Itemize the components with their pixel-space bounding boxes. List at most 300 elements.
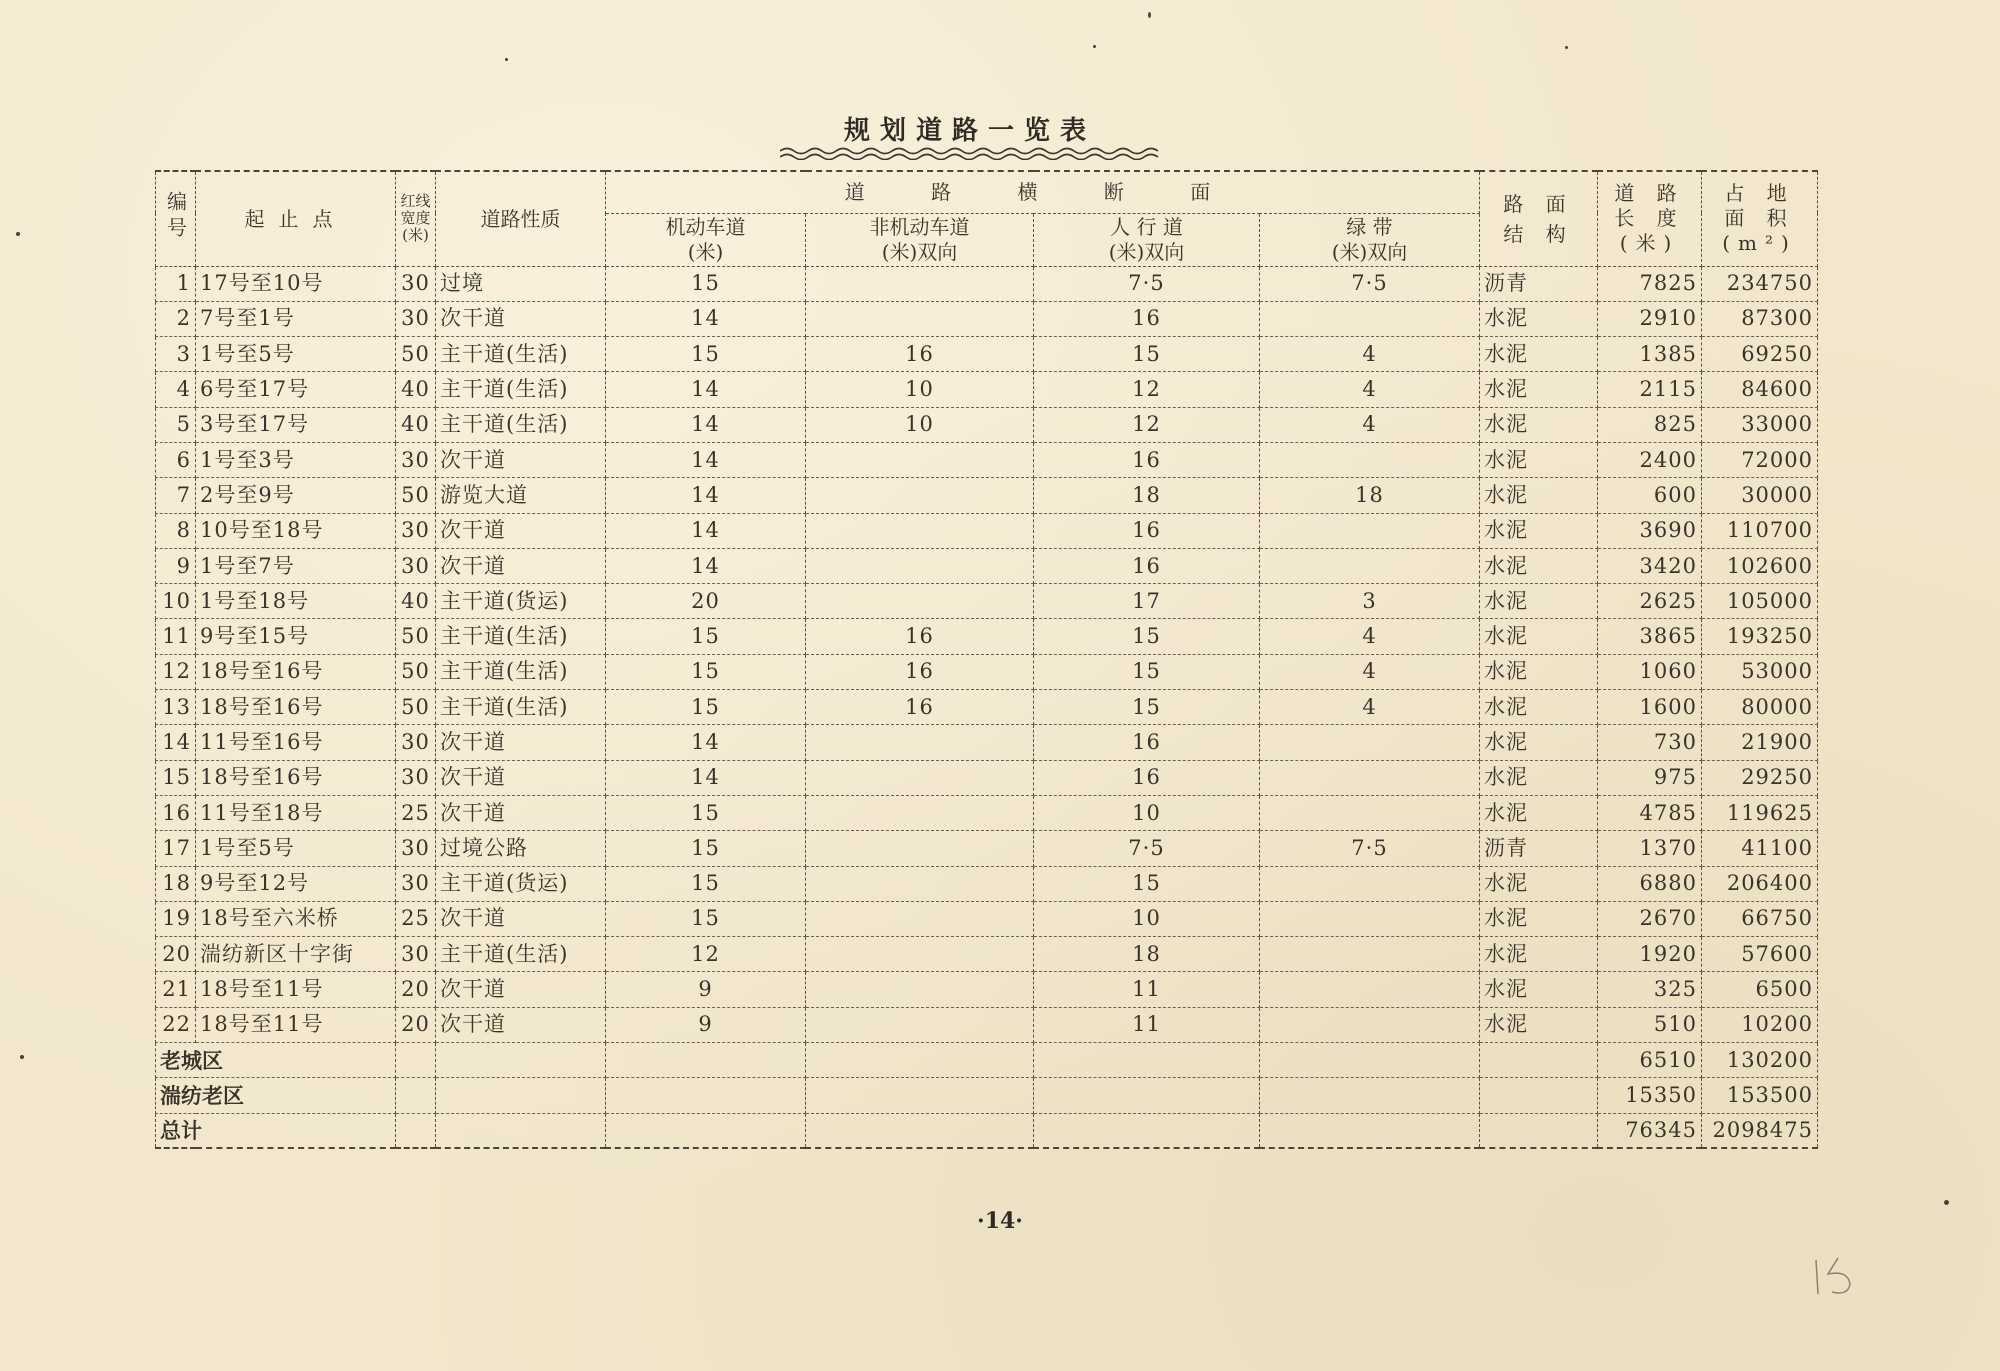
cell-route: 3号至17号 [196, 407, 396, 442]
cell-green-belt [1260, 442, 1480, 477]
empty-cell [1034, 1113, 1260, 1148]
cell-nonmotor-lane [806, 795, 1034, 830]
cell-no: 20 [156, 937, 196, 972]
cell-red-line-width: 30 [396, 760, 436, 795]
cell-no: 4 [156, 372, 196, 407]
empty-cell [1034, 1043, 1260, 1078]
header-nonmotor-lane: 非机动车道 (米)双向 [806, 213, 1034, 266]
cell-motor-lane: 14 [606, 478, 806, 513]
cell-motor-lane: 14 [606, 301, 806, 336]
cell-area: 119625 [1702, 795, 1818, 830]
cell-red-line-width: 40 [396, 407, 436, 442]
cell-area: 87300 [1702, 301, 1818, 336]
table-row [156, 972, 1818, 1007]
cell-area: 234750 [1702, 266, 1818, 301]
cell-sidewalk: 12 [1034, 407, 1260, 442]
table-row [156, 901, 1818, 936]
cell-road-nature: 次干道 [436, 725, 606, 760]
cell-motor-lane: 15 [606, 795, 806, 830]
table-row [156, 831, 1818, 866]
cell-surface: 水泥 [1480, 760, 1598, 795]
cell-red-line-width: 30 [396, 866, 436, 901]
cell-motor-lane: 20 [606, 584, 806, 619]
cell-length: 1385 [1598, 337, 1702, 372]
cell-area: 80000 [1702, 690, 1818, 725]
table-row [156, 866, 1818, 901]
cell-surface: 沥青 [1480, 831, 1598, 866]
empty-cell [396, 1078, 436, 1113]
header-start-end: 起止点 [196, 171, 396, 266]
cell-route: 17号至10号 [196, 266, 396, 301]
cell-green-belt [1260, 901, 1480, 936]
cell-length: 2910 [1598, 301, 1702, 336]
cell-length: 3865 [1598, 619, 1702, 654]
cell-road-nature: 主干道(生活) [436, 654, 606, 689]
cell-nonmotor-lane: 16 [806, 619, 1034, 654]
cell-sidewalk: 12 [1034, 372, 1260, 407]
cell-road-nature: 次干道 [436, 760, 606, 795]
cell-no: 7 [156, 478, 196, 513]
cell-length: 7825 [1598, 266, 1702, 301]
cell-area: 69250 [1702, 337, 1818, 372]
cell-red-line-width: 50 [396, 337, 436, 372]
cell-green-belt [1260, 795, 1480, 830]
cell-motor-lane: 14 [606, 548, 806, 583]
cell-length: 2625 [1598, 584, 1702, 619]
empty-cell [1260, 1113, 1480, 1148]
table-row [156, 513, 1818, 548]
table-row [156, 337, 1818, 372]
cell-route: 18号至16号 [196, 690, 396, 725]
table-row [156, 937, 1818, 972]
cell-motor-lane: 15 [606, 690, 806, 725]
cell-road-nature: 主干道(货运) [436, 584, 606, 619]
cell-area: 193250 [1702, 619, 1818, 654]
cell-motor-lane: 15 [606, 619, 806, 654]
cell-green-belt: 4 [1260, 337, 1480, 372]
cell-route: 18号至16号 [196, 760, 396, 795]
cell-green-belt: 7·5 [1260, 831, 1480, 866]
cell-nonmotor-lane [806, 301, 1034, 336]
cell-surface: 水泥 [1480, 372, 1598, 407]
cell-sidewalk: 15 [1034, 690, 1260, 725]
cell-area: 84600 [1702, 372, 1818, 407]
summary-row [156, 1078, 1818, 1113]
header-motor-lane: 机动车道 (米) [606, 213, 806, 266]
summary-area: 153500 [1702, 1078, 1818, 1113]
cell-sidewalk: 16 [1034, 760, 1260, 795]
table-row [156, 795, 1818, 830]
table-row [156, 548, 1818, 583]
cell-surface: 水泥 [1480, 548, 1598, 583]
empty-cell [1260, 1043, 1480, 1078]
cell-no: 11 [156, 619, 196, 654]
cell-surface: 水泥 [1480, 690, 1598, 725]
table-row [156, 442, 1818, 477]
header-length: 道 路 长 度 (米) [1598, 171, 1702, 266]
summary-length: 6510 [1598, 1043, 1702, 1078]
cell-sidewalk: 15 [1034, 337, 1260, 372]
cell-route: 18号至16号 [196, 654, 396, 689]
cell-surface: 水泥 [1480, 478, 1598, 513]
cell-road-nature: 主干道(货运) [436, 866, 606, 901]
cell-green-belt [1260, 301, 1480, 336]
cell-route: 1号至18号 [196, 584, 396, 619]
cell-motor-lane: 14 [606, 725, 806, 760]
cell-motor-lane: 15 [606, 866, 806, 901]
ink-speck [505, 58, 508, 61]
cell-route: 1号至5号 [196, 337, 396, 372]
cell-surface: 水泥 [1480, 442, 1598, 477]
cell-length: 1600 [1598, 690, 1702, 725]
cell-sidewalk: 16 [1034, 513, 1260, 548]
cell-route: 7号至1号 [196, 301, 396, 336]
cell-nonmotor-lane [806, 513, 1034, 548]
cell-nonmotor-lane: 10 [806, 407, 1034, 442]
cell-red-line-width: 30 [396, 513, 436, 548]
cell-area: 6500 [1702, 972, 1818, 1007]
cell-road-nature: 主干道(生活) [436, 619, 606, 654]
cell-red-line-width: 30 [396, 442, 436, 477]
summary-label: 湍纺老区 [156, 1078, 396, 1113]
cell-red-line-width: 30 [396, 937, 436, 972]
cell-red-line-width: 40 [396, 584, 436, 619]
cell-no: 18 [156, 866, 196, 901]
cell-nonmotor-lane [806, 478, 1034, 513]
roads-table [155, 170, 1818, 1149]
cell-red-line-width: 30 [396, 266, 436, 301]
cell-length: 1060 [1598, 654, 1702, 689]
cell-road-nature: 主干道(生活) [436, 690, 606, 725]
cell-length: 825 [1598, 407, 1702, 442]
cell-nonmotor-lane [806, 548, 1034, 583]
cell-no: 10 [156, 584, 196, 619]
cell-green-belt [1260, 972, 1480, 1007]
table-row [156, 1007, 1818, 1042]
cell-no: 22 [156, 1007, 196, 1042]
empty-cell [1480, 1078, 1598, 1113]
table-row [156, 478, 1818, 513]
cell-length: 2400 [1598, 442, 1702, 477]
table-row [156, 690, 1818, 725]
cell-nonmotor-lane [806, 831, 1034, 866]
cell-route: 11号至18号 [196, 795, 396, 830]
page-title: 规划道路一览表 [843, 116, 1096, 146]
cell-sidewalk: 11 [1034, 1007, 1260, 1042]
empty-cell [396, 1113, 436, 1148]
cell-sidewalk: 18 [1034, 937, 1260, 972]
cell-motor-lane: 15 [606, 654, 806, 689]
cell-length: 730 [1598, 725, 1702, 760]
empty-cell [606, 1043, 806, 1078]
cell-length: 325 [1598, 972, 1702, 1007]
cell-green-belt: 4 [1260, 372, 1480, 407]
cell-surface: 水泥 [1480, 337, 1598, 372]
cell-area: 41100 [1702, 831, 1818, 866]
cell-sidewalk: 7·5 [1034, 831, 1260, 866]
cell-sidewalk: 15 [1034, 654, 1260, 689]
cell-red-line-width: 30 [396, 725, 436, 760]
cell-motor-lane: 12 [606, 937, 806, 972]
table-row [156, 301, 1818, 336]
cell-area: 72000 [1702, 442, 1818, 477]
cell-nonmotor-lane: 16 [806, 654, 1034, 689]
cell-motor-lane: 14 [606, 760, 806, 795]
cell-sidewalk: 10 [1034, 901, 1260, 936]
cell-road-nature: 主干道(生活) [436, 337, 606, 372]
cell-nonmotor-lane [806, 725, 1034, 760]
cell-road-nature: 次干道 [436, 548, 606, 583]
cell-no: 21 [156, 972, 196, 1007]
empty-cell [1480, 1113, 1598, 1148]
cell-no: 12 [156, 654, 196, 689]
cell-sidewalk: 11 [1034, 972, 1260, 1007]
cell-red-line-width: 50 [396, 654, 436, 689]
title-wavy-underline [780, 146, 1160, 160]
summary-area: 2098475 [1702, 1113, 1818, 1148]
cell-no: 13 [156, 690, 196, 725]
summary-label: 总计 [156, 1113, 396, 1148]
cell-surface: 水泥 [1480, 937, 1598, 972]
cell-red-line-width: 30 [396, 831, 436, 866]
cell-surface: 水泥 [1480, 584, 1598, 619]
cell-no: 1 [156, 266, 196, 301]
cell-length: 510 [1598, 1007, 1702, 1042]
cell-length: 975 [1598, 760, 1702, 795]
cell-nonmotor-lane [806, 266, 1034, 301]
cell-no: 15 [156, 760, 196, 795]
empty-cell [1260, 1078, 1480, 1113]
cell-area: 57600 [1702, 937, 1818, 972]
table-row [156, 407, 1818, 442]
summary-length: 15350 [1598, 1078, 1702, 1113]
cell-area: 53000 [1702, 654, 1818, 689]
cell-road-nature: 过境公路 [436, 831, 606, 866]
cell-surface: 水泥 [1480, 407, 1598, 442]
ink-speck [20, 1055, 24, 1059]
cell-red-line-width: 50 [396, 478, 436, 513]
cell-road-nature: 次干道 [436, 972, 606, 1007]
cell-sidewalk: 15 [1034, 619, 1260, 654]
cell-nonmotor-lane [806, 584, 1034, 619]
cell-length: 1920 [1598, 937, 1702, 972]
cell-sidewalk: 15 [1034, 866, 1260, 901]
header-red-line-width: 红线宽度(米) [396, 171, 436, 266]
cell-red-line-width: 20 [396, 972, 436, 1007]
cell-motor-lane: 14 [606, 442, 806, 477]
cell-motor-lane: 9 [606, 1007, 806, 1042]
cell-green-belt [1260, 937, 1480, 972]
cell-green-belt [1260, 1007, 1480, 1042]
ink-speck [1148, 12, 1151, 18]
cell-area: 10200 [1702, 1007, 1818, 1042]
cell-nonmotor-lane [806, 760, 1034, 795]
cell-road-nature: 次干道 [436, 795, 606, 830]
cell-no: 17 [156, 831, 196, 866]
cell-green-belt [1260, 866, 1480, 901]
cell-sidewalk: 7·5 [1034, 266, 1260, 301]
empty-cell [606, 1078, 806, 1113]
header-no: 编号 [156, 171, 196, 266]
cell-road-nature: 游览大道 [436, 478, 606, 513]
cell-road-nature: 次干道 [436, 901, 606, 936]
cell-sidewalk: 10 [1034, 795, 1260, 830]
empty-cell [806, 1078, 1034, 1113]
cell-red-line-width: 50 [396, 619, 436, 654]
cell-surface: 水泥 [1480, 725, 1598, 760]
cell-surface: 水泥 [1480, 654, 1598, 689]
cell-area: 105000 [1702, 584, 1818, 619]
cell-route: 6号至17号 [196, 372, 396, 407]
cell-road-nature: 次干道 [436, 301, 606, 336]
cell-no: 14 [156, 725, 196, 760]
empty-cell [606, 1113, 806, 1148]
header-sidewalk: 人 行 道 (米)双向 [1034, 213, 1260, 266]
cell-route: 18号至六米桥 [196, 901, 396, 936]
cell-length: 3690 [1598, 513, 1702, 548]
cell-nonmotor-lane [806, 1007, 1034, 1042]
cell-route: 10号至18号 [196, 513, 396, 548]
cell-area: 30000 [1702, 478, 1818, 513]
header-area: 占 地 面 积 (m²) [1702, 171, 1818, 266]
empty-cell [1480, 1043, 1598, 1078]
cell-area: 21900 [1702, 725, 1818, 760]
cell-road-nature: 次干道 [436, 442, 606, 477]
cell-length: 2670 [1598, 901, 1702, 936]
cell-sidewalk: 16 [1034, 548, 1260, 583]
cell-nonmotor-lane [806, 901, 1034, 936]
cell-green-belt: 4 [1260, 619, 1480, 654]
cell-route: 18号至11号 [196, 972, 396, 1007]
cell-surface: 水泥 [1480, 301, 1598, 336]
cell-green-belt: 4 [1260, 654, 1480, 689]
table-row [156, 619, 1818, 654]
cell-area: 66750 [1702, 901, 1818, 936]
cell-surface: 水泥 [1480, 866, 1598, 901]
ink-speck [1565, 46, 1568, 49]
empty-cell [806, 1043, 1034, 1078]
cell-motor-lane: 15 [606, 266, 806, 301]
cell-green-belt: 4 [1260, 407, 1480, 442]
empty-cell [436, 1113, 606, 1148]
cell-area: 110700 [1702, 513, 1818, 548]
summary-area: 130200 [1702, 1043, 1818, 1078]
header-cross-section: 道 路 横 断 面 [606, 171, 1480, 213]
cell-length: 6880 [1598, 866, 1702, 901]
cell-sidewalk: 16 [1034, 301, 1260, 336]
header-road-nature: 道路性质 [436, 171, 606, 266]
ink-speck [1093, 45, 1096, 48]
header-surface: 路 面 结 构 [1480, 171, 1598, 266]
summary-rows [156, 1043, 1818, 1149]
cell-motor-lane: 9 [606, 972, 806, 1007]
cell-area: 102600 [1702, 548, 1818, 583]
cell-red-line-width: 25 [396, 901, 436, 936]
cell-green-belt: 7·5 [1260, 266, 1480, 301]
cell-length: 600 [1598, 478, 1702, 513]
cell-area: 33000 [1702, 407, 1818, 442]
cell-green-belt: 4 [1260, 690, 1480, 725]
cell-motor-lane: 15 [606, 337, 806, 372]
empty-cell [806, 1113, 1034, 1148]
cell-route: 9号至15号 [196, 619, 396, 654]
cell-sidewalk: 16 [1034, 725, 1260, 760]
cell-sidewalk: 17 [1034, 584, 1260, 619]
cell-road-nature: 主干道(生活) [436, 407, 606, 442]
cell-green-belt: 3 [1260, 584, 1480, 619]
cell-sidewalk: 16 [1034, 442, 1260, 477]
empty-cell [436, 1043, 606, 1078]
cell-route: 2号至9号 [196, 478, 396, 513]
cell-route: 1号至7号 [196, 548, 396, 583]
cell-nonmotor-lane [806, 972, 1034, 1007]
cell-surface: 沥青 [1480, 266, 1598, 301]
cell-route: 18号至11号 [196, 1007, 396, 1042]
cell-surface: 水泥 [1480, 1007, 1598, 1042]
cell-route: 9号至12号 [196, 866, 396, 901]
cell-road-nature: 次干道 [436, 513, 606, 548]
cell-no: 6 [156, 442, 196, 477]
cell-road-nature: 主干道(生活) [436, 372, 606, 407]
table-row [156, 372, 1818, 407]
cell-green-belt [1260, 760, 1480, 795]
cell-no: 9 [156, 548, 196, 583]
cell-length: 2115 [1598, 372, 1702, 407]
cell-surface: 水泥 [1480, 901, 1598, 936]
cell-motor-lane: 15 [606, 901, 806, 936]
cell-red-line-width: 30 [396, 548, 436, 583]
cell-sidewalk: 18 [1034, 478, 1260, 513]
page-number: ·14· [977, 1208, 1023, 1234]
cell-area: 29250 [1702, 760, 1818, 795]
summary-label: 老城区 [156, 1043, 396, 1078]
summary-row [156, 1043, 1818, 1078]
cell-route: 湍纺新区十字街 [196, 937, 396, 972]
cell-length: 4785 [1598, 795, 1702, 830]
table-row [156, 725, 1818, 760]
cell-motor-lane: 14 [606, 407, 806, 442]
cell-area: 206400 [1702, 866, 1818, 901]
cell-surface: 水泥 [1480, 619, 1598, 654]
cell-no: 5 [156, 407, 196, 442]
cell-surface: 水泥 [1480, 513, 1598, 548]
cell-nonmotor-lane [806, 442, 1034, 477]
cell-no: 2 [156, 301, 196, 336]
road-rows [156, 266, 1818, 1043]
cell-route: 11号至16号 [196, 725, 396, 760]
empty-cell [396, 1043, 436, 1078]
cell-green-belt [1260, 513, 1480, 548]
empty-cell [1034, 1078, 1260, 1113]
cell-red-line-width: 50 [396, 690, 436, 725]
cell-nonmotor-lane: 10 [806, 372, 1034, 407]
cell-length: 3420 [1598, 548, 1702, 583]
cell-red-line-width: 40 [396, 372, 436, 407]
cell-length: 1370 [1598, 831, 1702, 866]
table-row [156, 654, 1818, 689]
table-row [156, 584, 1818, 619]
cell-motor-lane: 14 [606, 372, 806, 407]
cell-no: 19 [156, 901, 196, 936]
table-row [156, 760, 1818, 795]
cell-green-belt: 18 [1260, 478, 1480, 513]
summary-row [156, 1113, 1818, 1148]
cell-road-nature: 过境 [436, 266, 606, 301]
cell-surface: 水泥 [1480, 795, 1598, 830]
cell-motor-lane: 14 [606, 513, 806, 548]
cell-no: 3 [156, 337, 196, 372]
cell-nonmotor-lane [806, 866, 1034, 901]
